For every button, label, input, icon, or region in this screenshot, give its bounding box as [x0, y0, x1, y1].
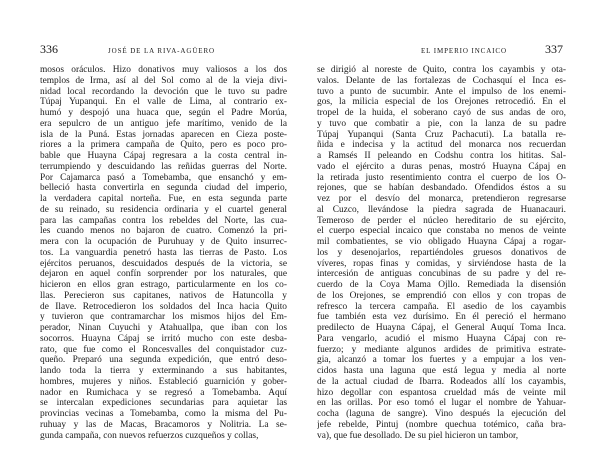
left-page-header — [40, 42, 284, 56]
left-page-text-line: lando toda la tierra y exterminando a sus habitantes, — [40, 366, 287, 376]
left-page-text-line: gunda campaña, con nuevos refuerzos cuzqueños y collas, — [40, 430, 259, 441]
left-page-text-line: bable que Huayna Cápaj regresara a la costa central in- — [40, 151, 287, 161]
left-page-text-line: riores a la primera campaña de Quito, pero es poco pro- — [40, 140, 287, 151]
right-page-text-line: intercesión de antiguas concubinas de su padre y del re- — [317, 269, 566, 280]
right-page-header — [317, 42, 563, 56]
right-page-text-line: valos. Delante de las fortalezas de Cochasquí el Inca es- — [317, 75, 566, 86]
right-page-text-line: Para vengarlo, acudió el mismo Huayna Cápaj con re- — [317, 333, 566, 344]
right-page-text-line: el cuerpo especial incaico que constaba no menos de veinte — [317, 226, 566, 237]
left-page-text-line: hombres, mujeres y niños. Estableció guarnición y gober- — [40, 376, 287, 387]
left-page-text-line: para las campañas contra los rebeldes del Norte, las cua- — [40, 215, 287, 226]
right-page-text-line: en las orillas. Por eso tomó el lugar el nombre de Yahuar- — [317, 398, 566, 409]
left-page-number: 336 — [40, 42, 58, 56]
right-page-text-line: va), que fue desollado. De su piel hicieron un tambor, — [317, 430, 519, 441]
left-page-text-line: se intercalan expediciones secundarias para aquietar las — [40, 398, 287, 409]
left-page-text-line: y tuvieron que contramarchar los mismos hijos del Em- — [40, 312, 287, 323]
left-page-text-line: nador en Rumichaca y se regresó a Tomebamba. Aquí — [40, 387, 287, 398]
right-page-text-line: tropel de la huida, el soberano cayó de sus andas de oro, — [317, 108, 566, 118]
right-page-text-line: víveres, ropas finas y comidas, y sirviéndose hasta de la — [317, 258, 566, 269]
left-page-text-line: era sepulcro de un antiguo jefe marítimo, venido de la — [40, 118, 287, 129]
left-page-text-line: templos de Irma, así al del Sol como al de la vieja divi- — [40, 75, 287, 86]
left-page-text-line: ruhuay y las de Macas, Bracamoros y Nolitria. La se- — [40, 419, 287, 430]
left-page-text-line: belleció hasta convertirla en segunda ciudad del imperio, — [40, 183, 287, 194]
right-page-text-line: tuvo a punto de sucumbir. Ante el impulso de los enemi- — [317, 86, 566, 97]
right-page-text-line: ñida e indecisa y la actitud del monarca nos recuerdan — [317, 140, 566, 151]
right-page-text-line: Temeroso de perder el núcleo hereditario de su ejército, — [317, 215, 566, 226]
left-page-text-line: les cuando menos no bajaron de cuatro. Comenzó la pri- — [40, 226, 287, 237]
left-page-text-line: dejaron en aquel confín sorprender por los naturales, que — [40, 269, 287, 280]
right-running-head: EL IMPERIO INCAICO — [421, 47, 507, 55]
right-page-text-line: fue también esta vez durísimo. En él pereció el hermano — [317, 312, 566, 323]
left-page-text-line: Túpaj Yupanqui. En el valle de Lima, al contrario ex- — [40, 97, 287, 108]
left-page-text-line: ejércitos peruanos, descuidados después de la victoria, se — [40, 258, 287, 269]
right-page-text-line: gia, alcanzó a tomar los fuertes y a empujar a los ven- — [317, 355, 566, 366]
right-page-text-line: refresco la tercera campaña. El asedio de los cayambis — [317, 301, 566, 312]
right-page-text-line: cuerdo de la Coya Mama Ojllo. Remediada la disensión — [317, 280, 566, 290]
right-page-text-line: y tuvo que combatir a pie, con la lanza de su padre — [317, 118, 566, 129]
right-page-body-text — [317, 65, 566, 441]
left-page-body-text — [40, 65, 287, 441]
right-page-text-line: al Cuzco, llevándose la piedra sagrada de Huanacauri. — [317, 204, 566, 215]
right-page-text-line: rejones, que se habían desbandado. Ofendidos éstos a su — [317, 183, 566, 194]
right-page-text-line: gos, la milicia especial de los Orejones retrocedió. En el — [317, 97, 566, 108]
right-page-text-line: a Ramsés II peleando en Codshu contra los hititas. Sal- — [317, 151, 566, 161]
right-page-text-line: se dirigió al noreste de Quito, contra los cayambis y ota- — [317, 65, 566, 75]
right-page-text-line: fuerzo; y mediante algunos ardides de primitiva estrate- — [317, 344, 566, 355]
left-page-text-line: Por Cajamarca pasó a Tomebamba, que ensanchó y em- — [40, 172, 287, 183]
right-page-text-line: de la actual ciudad de Ibarra. Rodeados allí los cayambis, — [317, 376, 566, 387]
right-page — [300, 0, 600, 458]
left-page-text-line: socorros. Huayna Cápaj se irritó mucho con este desba- — [40, 333, 287, 344]
left-page-text-line: provincias vecinas a Tomebamba, como la misma del Pu- — [40, 409, 287, 419]
right-page-text-line: de los Orejones, se emprendió con ellos y con tropas de — [317, 290, 566, 301]
left-page-text-line: tos. La vanguardia penetró hasta las tierras de Pasto. Los — [40, 247, 287, 258]
left-page-text-line: hicieron en ellos gran estrago, particularmente en los co- — [40, 280, 287, 290]
right-page-text-line: jefe rebelde, Pintuj (nombre quechua totémico, caña bra- — [317, 419, 566, 430]
left-running-head: JOSÉ DE LA RIVA-AGÜERO — [108, 47, 215, 55]
left-page-text-line: llas. Perecieron sus capitanes, nativos de Hatuncolla y — [40, 290, 287, 301]
right-page-text-line: cidos hasta una laguna que está legua y media al norte — [317, 366, 566, 376]
left-page-text-line: de su reinado, su residencia ordinaria y el cuartel general — [40, 204, 287, 215]
right-page-text-line: predilecto de Huayna Cápaj, el General Auquí Toma Inca. — [317, 323, 566, 333]
right-page-text-line: los y desenojarlos, repartiéndoles gruesos donativos de — [317, 247, 566, 258]
left-page-text-line: la verdadera capital norteña. Fue, en esta segunda parte — [40, 194, 287, 204]
left-page-text-line: nidad local recordando la devoción que le tuvo su padre — [40, 86, 287, 97]
left-page-text-line: humó y despojó una huaca que, según el Padre Morúa, — [40, 108, 287, 118]
right-page-text-line: Túpaj Yupanqui (Santa Cruz Pachacuti). La batalla re- — [317, 129, 566, 140]
right-page-text-line: vado el ejército a duras penas, mostró Huayna Cápaj en — [317, 161, 566, 172]
right-page-text-line: hizo degollar con espantosa crueldad más de veinte mil — [317, 387, 566, 398]
right-page-text-line: la retirada justo resentimiento contra el cuerpo de los O- — [317, 172, 566, 183]
left-page-text-line: mosos oráculos. Hizo donativos muy valiosos a los dos — [40, 65, 287, 75]
right-page-text-line: mil combatientes, se vio obligado Huayna Cápaj a rogar- — [317, 237, 566, 247]
right-page-number: 337 — [545, 42, 563, 56]
left-page-text-line: queño. Preparó una segunda expedición, que entró deso- — [40, 355, 287, 366]
right-page-text-line: cocha (laguna de sangre). Vino después la ejecución del — [317, 409, 566, 419]
left-page-text-line: mera con la ocupación de Puruhuay y de Quito insurrec- — [40, 237, 287, 247]
left-page-text-line: isla de la Puná. Estas jornadas aparecen en Cieza poste- — [40, 129, 287, 140]
left-page-text-line: perador, Ninan Cuyuchi y Atahuallpa, que iban con los — [40, 323, 287, 333]
left-page-text-line: terrumpiendo y descuidando las reñidas guerras del Norte. — [40, 161, 287, 172]
right-page-text-line: vez por el desvío del monarca, pretendieron regresarse — [317, 194, 566, 204]
left-page-text-line: de Ilave. Retrocedieron los soldados del Inca hacia Quito — [40, 301, 287, 312]
left-page-text-line: rato, que fue como el Roncesvalles del conquistador cuz- — [40, 344, 287, 355]
